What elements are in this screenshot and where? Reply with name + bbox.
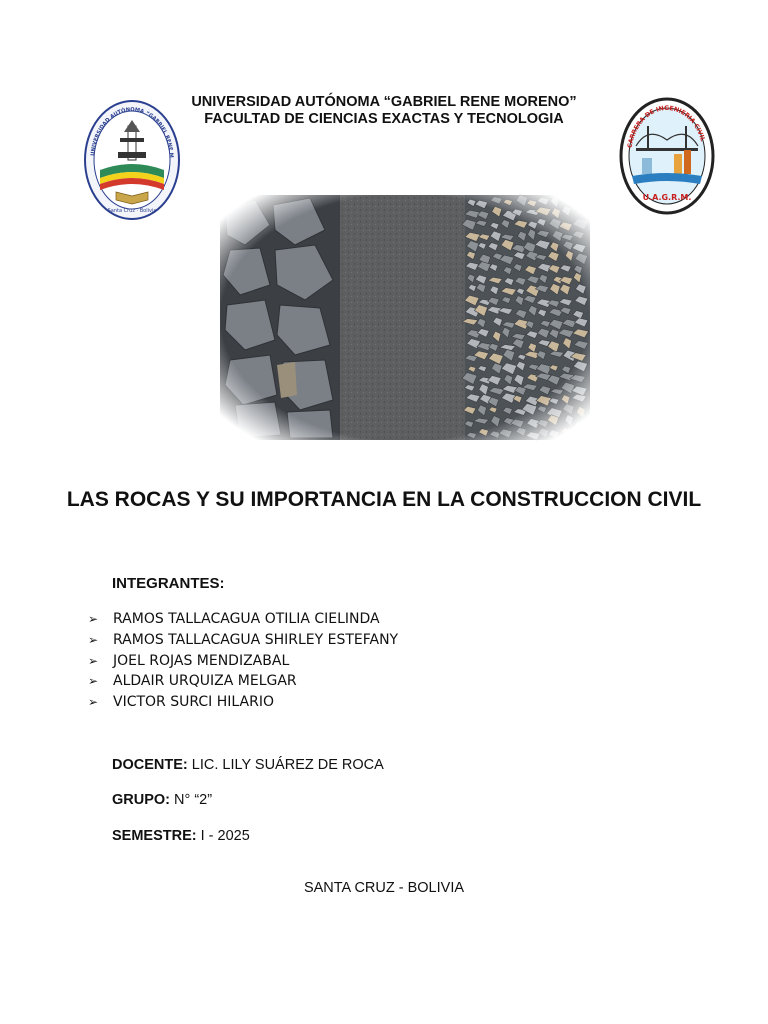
arrow-bullet-icon: ➢ [88,632,99,647]
arrow-bullet-icon: ➢ [88,653,99,668]
faculty-name: FACULTAD DE CIENCIAS EXACTAS Y TECNOLOGIA [204,111,564,127]
docente-label: DOCENTE: [112,757,188,773]
emblem-text-bottom: U.A.G.R.M. [642,193,692,202]
seal-text-top: UNIVERSIDAD AUTÓNOMA “GABRIEL RENE M [90,106,175,159]
document-title: LAS ROCAS Y SU IMPORTANCIA EN LA CONSTRUCCION CIVIL [66,488,702,511]
emblem-text-top: CARRERA DE INGENIERIA CIVIL [626,104,707,149]
members-list [88,609,398,713]
docente-line [112,757,384,773]
members-label: INTEGRANTES: [112,575,225,592]
list-item: ➢ VICTOR SURCI HILARIO [88,692,398,713]
list-item: ➢ ALDAIR URQUIZA MELGAR [88,671,398,692]
list-item: ➢ RAMOS TALLACAGUA SHIRLEY ESTEFANY [88,630,398,651]
grupo-value: N° “2” [174,792,213,808]
docente-value: LIC. LILY SUÁREZ DE ROCA [191,757,384,773]
arrow-bullet-icon: ➢ [88,674,99,689]
arrow-bullet-icon: ➢ [88,695,99,710]
university-name: UNIVERSIDAD AUTÓNOMA “GABRIEL RENE MORENO” [191,94,577,110]
university-seal-icon [82,98,182,222]
rocks-concrete-gravel-photo [215,190,595,445]
arrow-bullet-icon: ➢ [88,612,99,626]
grupo-line [112,792,212,808]
seal-text-bottom: Santa Cruz · Bolivia [107,208,157,214]
civil-engineering-emblem-icon [618,96,716,216]
list-item: ➢ RAMOS TALLACAGUA OTILIA CIELINDA [88,609,398,630]
location-footer: SANTA CRUZ - BOLIVIA [303,880,465,896]
list-item: ➢ JOEL ROJAS MENDIZABAL [88,651,398,672]
semestre-line [112,828,250,844]
semestre-value: I - 2025 [200,828,250,844]
semestre-label: SEMESTRE: [112,828,197,844]
grupo-label: GRUPO: [112,792,170,808]
